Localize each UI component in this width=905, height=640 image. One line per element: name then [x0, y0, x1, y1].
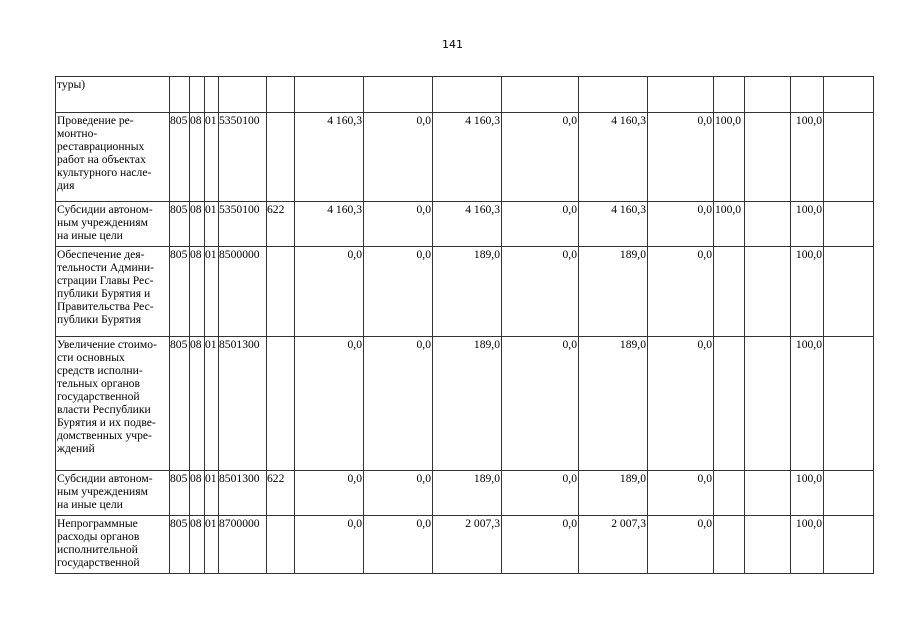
code-section-cell: 08: [190, 113, 205, 202]
code-target-cell: [219, 77, 267, 113]
code-subsection-cell: [205, 77, 219, 113]
amount-cell-3: 4 160,3: [433, 113, 502, 202]
code-section-cell: 08: [190, 337, 205, 471]
amount-cell-2: 0,0: [364, 471, 433, 516]
code-ministry-cell: 805: [170, 471, 190, 516]
amount-cell-2: 0,0: [364, 202, 433, 247]
percent-cell-3: 100,0: [791, 337, 824, 471]
code-subsection-cell: 01: [205, 337, 219, 471]
amount-cell-3: 189,0: [433, 471, 502, 516]
amount-cell-4: 0,0: [502, 202, 579, 247]
table-row: [56, 202, 874, 247]
page-number: 141: [442, 38, 463, 51]
row-name-cell: Проведение ре- монтно- реставрационных работ на объектах культурного насле- дия: [56, 113, 170, 202]
amount-cell-5: [579, 77, 648, 113]
code-target-cell: 8501300: [219, 471, 267, 516]
amount-cell-3: [433, 77, 502, 113]
row-name-cell: Субсидии автоном- ным учреждениям на иные цели: [56, 202, 170, 247]
amount-cell-6: 0,0: [648, 337, 714, 471]
amount-cell-6: 0,0: [648, 202, 714, 247]
percent-cell-1: [714, 337, 745, 471]
percent-cell-2: [745, 516, 791, 574]
percent-cell-3: 100,0: [791, 516, 824, 574]
amount-cell-1: [295, 77, 364, 113]
row-name-cell: Непрограммные расходы органов исполнительной государственной: [56, 516, 170, 574]
code-ministry-cell: 805: [170, 516, 190, 574]
percent-cell-1: [714, 77, 745, 113]
amount-cell-4: 0,0: [502, 337, 579, 471]
table-row: [56, 113, 874, 202]
code-subsection-cell: 01: [205, 247, 219, 337]
percent-cell-1: 100,0: [714, 202, 745, 247]
amount-cell-1: 0,0: [295, 337, 364, 471]
code-section-cell: [190, 77, 205, 113]
amount-cell-1: 4 160,3: [295, 113, 364, 202]
row-name-cell: туры): [56, 77, 170, 113]
amount-cell-3: 189,0: [433, 337, 502, 471]
percent-cell-4: [824, 202, 874, 247]
amount-cell-5: 4 160,3: [579, 113, 648, 202]
percent-cell-3: 100,0: [791, 247, 824, 337]
amount-cell-2: 0,0: [364, 337, 433, 471]
percent-cell-2: [745, 247, 791, 337]
amount-cell-2: 0,0: [364, 516, 433, 574]
percent-cell-3: 100,0: [791, 202, 824, 247]
code-target-cell: 8501300: [219, 337, 267, 471]
budget-table: [55, 76, 874, 574]
amount-cell-2: [364, 77, 433, 113]
row-name-cell: Обеспечение дея- тельности Админи- страции Главы Рес- публики Бурятия и Правительства Рес- публики Бурятия: [56, 247, 170, 337]
amount-cell-3: 4 160,3: [433, 202, 502, 247]
amount-cell-3: 2 007,3: [433, 516, 502, 574]
code-ministry-cell: 805: [170, 202, 190, 247]
amount-cell-2: 0,0: [364, 113, 433, 202]
code-section-cell: 08: [190, 247, 205, 337]
percent-cell-4: [824, 337, 874, 471]
code-section-cell: 08: [190, 516, 205, 574]
percent-cell-3: 100,0: [791, 113, 824, 202]
amount-cell-3: 189,0: [433, 247, 502, 337]
table-row: [56, 516, 874, 574]
code-section-cell: 08: [190, 202, 205, 247]
table-row: [56, 337, 874, 471]
code-expense-type-cell: [267, 113, 295, 202]
percent-cell-1: [714, 516, 745, 574]
amount-cell-1: 0,0: [295, 471, 364, 516]
amount-cell-6: 0,0: [648, 471, 714, 516]
row-name-cell: Субсидии автоном- ным учреждениям на иные цели: [56, 471, 170, 516]
percent-cell-3: [791, 77, 824, 113]
amount-cell-4: [502, 77, 579, 113]
code-target-cell: 5350100: [219, 113, 267, 202]
table-row: [56, 247, 874, 337]
code-ministry-cell: [170, 77, 190, 113]
table-body: [56, 77, 874, 574]
percent-cell-1: [714, 471, 745, 516]
percent-cell-4: [824, 471, 874, 516]
amount-cell-6: 0,0: [648, 113, 714, 202]
code-target-cell: 8700000: [219, 516, 267, 574]
amount-cell-5: 189,0: [579, 247, 648, 337]
percent-cell-2: [745, 202, 791, 247]
code-section-cell: 08: [190, 471, 205, 516]
percent-cell-2: [745, 471, 791, 516]
amount-cell-5: 2 007,3: [579, 516, 648, 574]
amount-cell-1: 0,0: [295, 247, 364, 337]
code-subsection-cell: 01: [205, 202, 219, 247]
code-target-cell: 8500000: [219, 247, 267, 337]
amount-cell-6: [648, 77, 714, 113]
code-expense-type-cell: [267, 337, 295, 471]
code-expense-type-cell: [267, 516, 295, 574]
amount-cell-4: 0,0: [502, 247, 579, 337]
amount-cell-5: 189,0: [579, 337, 648, 471]
code-expense-type-cell: [267, 247, 295, 337]
amount-cell-1: 4 160,3: [295, 202, 364, 247]
percent-cell-2: [745, 337, 791, 471]
percent-cell-1: 100,0: [714, 113, 745, 202]
row-name-cell: Увеличение стоимо- сти основных средств исполни- тельных органов государственной власти Республики Бурятия и их подве- домственных учре- ждений: [56, 337, 170, 471]
table-row: [56, 471, 874, 516]
code-target-cell: 5350100: [219, 202, 267, 247]
percent-cell-3: 100,0: [791, 471, 824, 516]
code-expense-type-cell: 622: [267, 471, 295, 516]
amount-cell-4: 0,0: [502, 113, 579, 202]
amount-cell-4: 0,0: [502, 471, 579, 516]
code-expense-type-cell: 622: [267, 202, 295, 247]
percent-cell-4: [824, 516, 874, 574]
amount-cell-6: 0,0: [648, 247, 714, 337]
percent-cell-2: [745, 77, 791, 113]
amount-cell-1: 0,0: [295, 516, 364, 574]
amount-cell-6: 0,0: [648, 516, 714, 574]
table-row: [56, 77, 874, 113]
code-ministry-cell: 805: [170, 337, 190, 471]
amount-cell-5: 4 160,3: [579, 202, 648, 247]
percent-cell-4: [824, 247, 874, 337]
code-ministry-cell: 805: [170, 247, 190, 337]
amount-cell-4: 0,0: [502, 516, 579, 574]
code-subsection-cell: 01: [205, 516, 219, 574]
percent-cell-1: [714, 247, 745, 337]
percent-cell-4: [824, 113, 874, 202]
percent-cell-4: [824, 77, 874, 113]
amount-cell-5: 189,0: [579, 471, 648, 516]
code-expense-type-cell: [267, 77, 295, 113]
amount-cell-2: 0,0: [364, 247, 433, 337]
code-subsection-cell: 01: [205, 113, 219, 202]
code-subsection-cell: 01: [205, 471, 219, 516]
percent-cell-2: [745, 113, 791, 202]
code-ministry-cell: 805: [170, 113, 190, 202]
